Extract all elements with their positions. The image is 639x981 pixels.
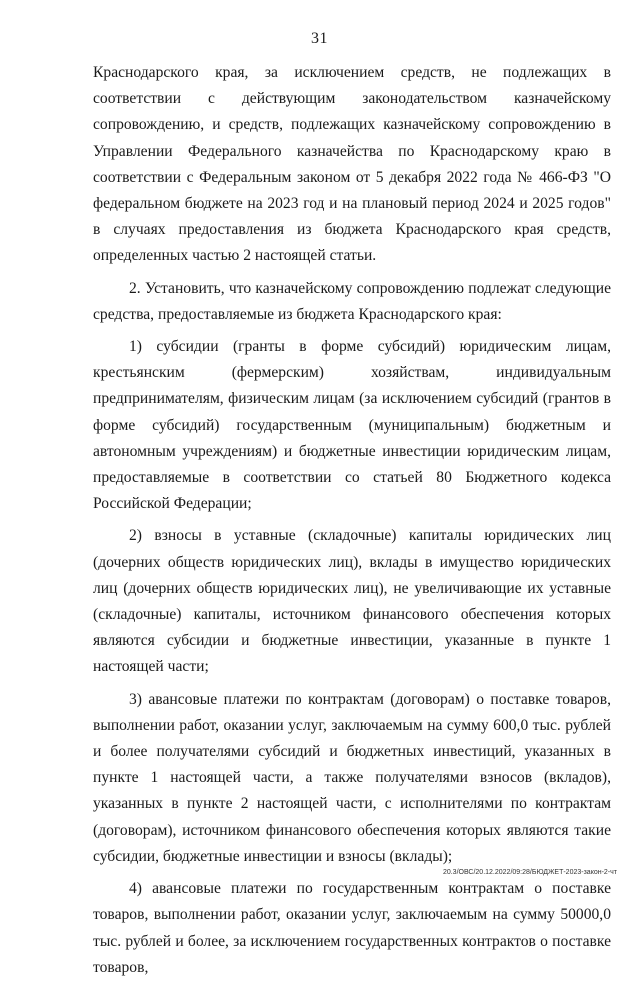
paragraph-item-2: 2) взносы в уставные (складочные) капиталы юридических лиц (дочерних обществ юридических лиц), вклады в имущество юридических лиц (дочерних обществ юридических лиц), не увеличивающие их уставные (складочные) капиталы, источником финансового обеспечения которых являются субсидии и бюджетные инвестиции, указанные в пункте 1 настоящей части; xyxy=(93,527,611,676)
paragraph-item-4: 4) авансовые платежи по государственным контрактам о поставке товаров, выполнении работ, оказании услуг, заключаемым на сумму 50000,0 тыс. рублей и более, за исключением государственных контрактов о поставке товаров, xyxy=(93,880,611,976)
paragraph-continuation: Краснодарского края, за исключением средств, не подлежащих в соответствии с действующим законодательством казначейскому сопровождению, и средств, подлежащих казначейскому сопровождению в Управлении Федерального казначейства по Краснодарскому краю в соответствии с Федеральным законом от 5 декабря 2022 года № 466-ФЗ "О федеральном бюджете на 2023 год и на плановый период 2024 и 2025 годов" в случаях предоставления из бюджета Краснодарского края средств, определенных частью 2 настоящей статьи. xyxy=(93,64,611,265)
page-number: 31 xyxy=(311,30,328,47)
paragraph-section-2: 2. Установить, что казначейскому сопровождению подлежат следующие средства, предоставляемые из бюджета Краснодарского края: xyxy=(93,279,611,323)
paragraph-item-1: 1) субсидии (гранты в форме субсидий) юридическим лицам, крестьянским (фермерским) хозяйствам, индивидуальным предпринимателям, физическим лицам (за исключением субсидий (грантов в форме субсидий) государственным (муниципальным) бюджетным и автономным учреждениям) и бюджетные инвестиции юридическим лицам, предоставляемые в соответствии со статьей 80 Бюджетного кодекса Российской Федерации; xyxy=(93,338,611,513)
paragraph-item-3: 3) авансовые платежи по контрактам (договорам) о поставке товаров, выполнении работ, оказании услуг, заключаемым на сумму 600,0 тыс. рублей и более получателями субсидий и бюджетных инвестиций, указанных в пункте 1 настоящей части, а также получателями взносов (вкладов), указанных в пункте 2 настоящей части, с исполнителями по контрактам (договорам), источником финансового обеспечения которых являются такие субсидии, бюджетные инвестиции и взносы (вклады); xyxy=(93,690,611,865)
document-body xyxy=(93,60,611,981)
document-footer-code: 20.3/ОВС/20.12.2022/09:28/БЮДЖЕТ-2023-закон-2-чт xyxy=(442,869,617,876)
